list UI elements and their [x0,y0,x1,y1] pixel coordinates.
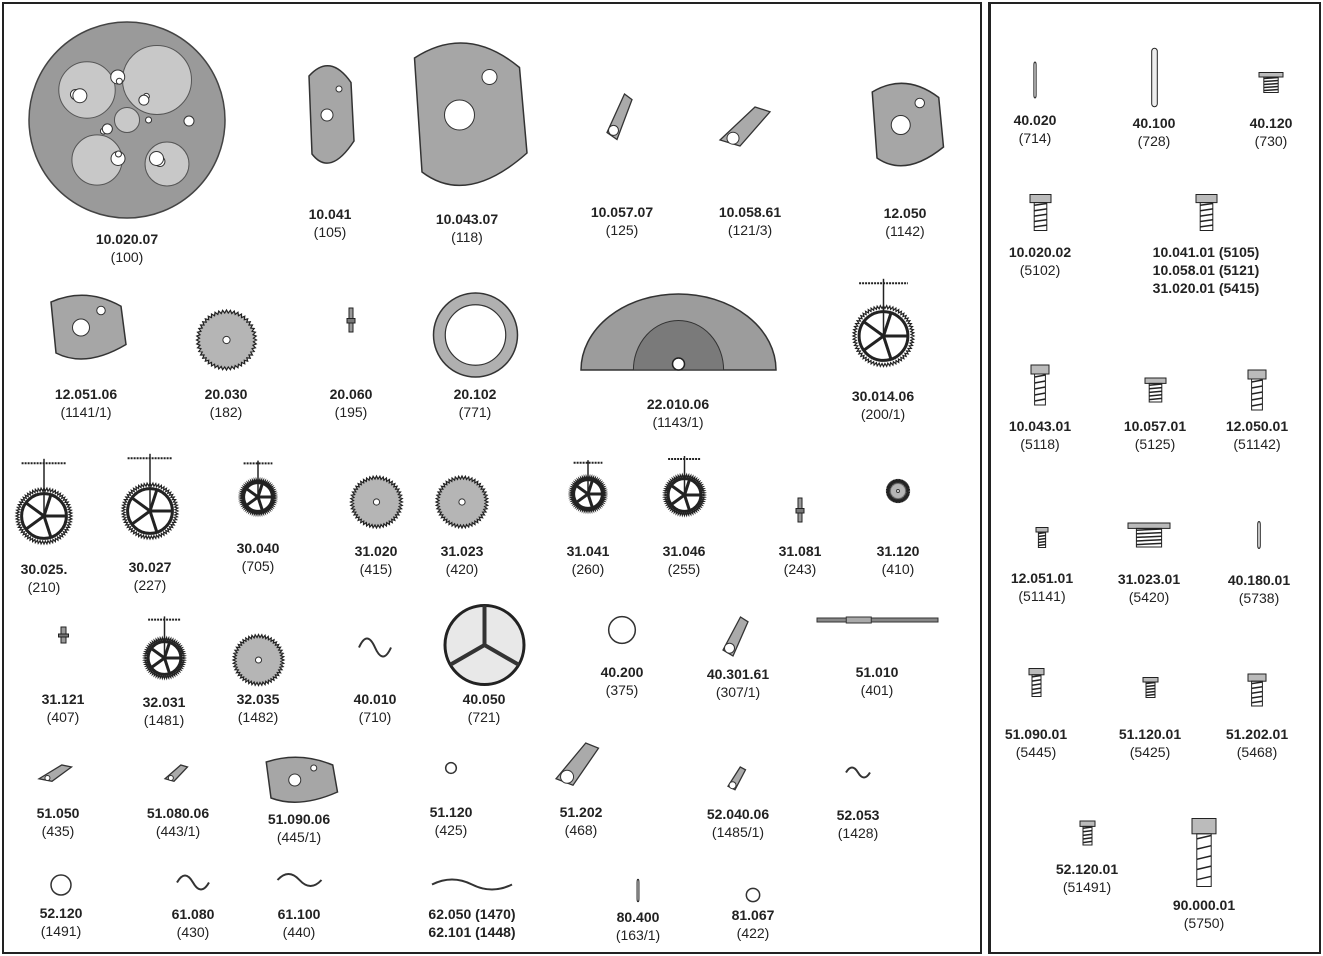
part-illustration [442,600,527,690]
part-number: 20.030 [204,386,248,402]
part-number: 40.020 [1013,112,1057,128]
part-illustration [442,760,460,776]
reference-number: (260) [571,561,605,577]
part-number: 31.023.01 [1117,571,1181,587]
part-number: 12.051.06 [54,386,118,402]
part-number: 81.067 [731,907,775,923]
part-number: 61.100 [277,906,321,922]
part-illustration [156,760,201,785]
part-number: 31.020 [354,543,398,559]
part-number: 30.027 [128,559,172,575]
part-illustration [539,730,624,795]
reference-number: (200/1) [860,406,906,422]
part-number: 80.400 [616,909,660,925]
screw-item [1189,520,1323,607]
part-illustration [142,610,187,690]
part-number: 40.120 [1249,115,1293,131]
part-illustration [173,865,213,900]
reference-number: (422) [736,925,770,941]
screw-item [970,190,1110,279]
part-item [392,460,532,578]
reference-number: (195) [334,404,368,420]
screw-illustration [1137,45,1172,110]
reference-number: (5468) [1236,744,1278,760]
part-number: 10.020.02 [1008,244,1072,260]
part-number: 51.090.06 [267,811,331,827]
part-item [788,760,928,842]
part-number: 30.025. [20,561,68,577]
part-number: 12.050.01 [1225,418,1289,434]
part-illustration [843,760,873,785]
part-number: 10.043.07 [435,211,499,227]
screw-illustration [1242,365,1272,415]
part-illustration [713,605,763,665]
screw-illustration [1242,670,1272,710]
part-illustration [231,615,286,690]
screw-illustration [1024,665,1049,700]
part-number: 40.180.01 [1227,572,1291,588]
part-number: 51.090.01 [1004,726,1068,742]
reference-number: (1485/1) [711,824,765,840]
part-item [668,605,808,701]
screw-illustration [1114,520,1184,550]
reference-number: (705) [241,558,275,574]
part-illustration [743,885,763,905]
part-number: 51.010 [855,664,899,680]
part-number: 32.035 [236,691,280,707]
screw-illustration [1138,675,1163,700]
part-number: 52.053 [836,807,880,823]
reference-number: (443/1) [155,823,201,839]
part-illustration [51,625,76,645]
part-number: 10.057.01 [1123,418,1187,434]
part-illustration [815,610,940,630]
part-number: 10.041.01 (5105) [1152,244,1260,260]
part-number: 40.100 [1132,115,1176,131]
part-number: 20.102 [453,386,497,402]
part-number: 10.058.61 [718,204,782,220]
reference-number: (771) [458,404,492,420]
reference-number: (1143/1) [652,414,704,430]
screw-item [1187,365,1323,453]
part-number: 51.080.06 [146,805,210,821]
reference-number: (435) [41,823,75,839]
part-illustration [179,292,274,372]
part-item [807,610,947,699]
part-illustration [36,285,136,370]
reference-number: (121/3) [727,222,773,238]
part-illustration [120,445,180,555]
part-item [668,760,808,841]
part-number: 20.060 [329,386,373,402]
part-illustration [851,270,916,380]
part-number: 51.202 [559,804,603,820]
screw-illustration [1184,810,1224,895]
part-number: 31.041 [566,543,610,559]
reference-number: (410) [881,561,915,577]
reference-number: (407) [46,709,80,725]
part-illustration [790,495,810,525]
screw-illustration [1189,190,1224,235]
screw-item [1201,70,1323,150]
part-item [0,870,131,940]
part-number: 10.041 [308,206,352,222]
part-illustration [392,20,542,210]
reference-number: (163/1) [615,927,661,943]
part-item [392,20,542,246]
part-illustration [662,450,707,525]
part-number: 62.050 (1470) [428,906,516,922]
reference-number: (227) [133,577,167,593]
part-item [835,70,975,240]
reference-number: (100) [110,249,144,265]
part-number: 40.050 [462,691,506,707]
part-number: 31.081 [778,543,822,559]
part-number: 31.023 [440,543,484,559]
reference-number: (5738) [1238,590,1280,606]
part-number: 51.202.01 [1225,726,1289,742]
part-illustration [272,865,327,895]
part-item [16,285,156,421]
part-number: 31.046 [662,543,706,559]
reference-number: (1142) [885,223,925,239]
part-illustration [700,95,800,155]
part-illustration [632,878,644,903]
part-illustration [721,760,756,795]
reference-number: (425) [434,822,468,838]
part-item [229,750,369,846]
part-illustration [238,455,278,525]
part-illustration [883,470,913,505]
part-number: 30.014.06 [851,388,915,404]
reference-number: (118) [451,229,483,245]
part-number: 10.057.07 [590,204,654,220]
reference-number: (375) [605,682,639,698]
reference-number: (714) [1018,130,1052,146]
reference-number: (210) [27,579,61,595]
screw-illustration [1023,190,1058,235]
part-item [576,288,781,431]
part-illustration [355,625,395,670]
part-number: 52.120 [39,905,83,921]
part-item [402,872,542,941]
part-item [552,80,692,239]
screw-illustration [1251,70,1291,95]
part-illustration [300,50,360,180]
reference-number: (728) [1137,133,1171,149]
part-illustration [46,870,76,900]
reference-number: (721) [467,709,501,725]
reference-number: (105) [313,224,347,240]
reference-number: (1428) [837,825,879,841]
part-illustration [428,290,523,380]
part-number: 52.120.01 [1055,861,1119,877]
reference-number: (430) [176,924,210,940]
part-illustration [597,80,647,150]
screw-item [1136,190,1276,297]
reference-number: (401) [860,682,894,698]
part-number: 90.000.01 [1172,897,1236,913]
reference-number: (415) [359,561,393,577]
reference-number: (1481) [143,712,185,728]
part-item [511,730,651,839]
part-number: 61.080 [171,906,215,922]
part-number: 31.121 [41,691,85,707]
reference-number: (243) [783,561,817,577]
part-item [680,95,820,239]
reference-number: (5445) [1015,744,1057,760]
reference-number: (51142) [1233,436,1281,452]
part-illustration [858,70,953,180]
part-illustration [26,760,91,785]
reference-number: (5125) [1134,436,1176,452]
reference-number: (5420) [1128,589,1170,605]
reference-number: (1491) [40,923,82,939]
part-item [381,760,521,839]
reference-number: (710) [358,709,392,725]
part-illustration [422,872,522,897]
part-illustration [14,450,74,560]
part-item [260,50,400,241]
reference-number: (5102) [1019,262,1061,278]
reference-number: (5425) [1129,744,1171,760]
reference-number: (5750) [1183,915,1225,931]
reference-number: (420) [445,561,479,577]
part-number: 10.058.01 (5121) [1152,262,1260,278]
reference-number: (730) [1254,133,1288,149]
part-illustration [602,610,642,650]
reference-number: (125) [605,222,639,238]
part-number: 22.010.06 [646,396,710,412]
part-number: 40.200 [600,664,644,680]
part-item [813,270,953,423]
reference-number: (445/1) [276,829,322,845]
part-item [27,20,227,266]
screw-item [1134,810,1274,932]
part-number: 10.043.01 [1008,418,1072,434]
reference-number: (182) [209,404,243,420]
screw-illustration [1075,818,1100,848]
part-item [156,292,296,421]
screw-illustration [1025,360,1055,410]
part-item [414,600,554,726]
part-number: 52.040.06 [706,806,770,822]
screw-illustration [1138,375,1173,405]
reference-number: (468) [564,822,598,838]
reference-number: (255) [667,561,701,577]
part-item [229,865,369,941]
reference-number: (1482) [237,709,279,725]
part-number: 51.120.01 [1118,726,1182,742]
part-number: 12.050 [883,205,927,221]
part-number: 10.020.07 [95,231,159,247]
part-illustration [432,460,492,530]
part-item [281,305,421,421]
screw-illustration [1028,60,1042,100]
reference-number: (51141) [1018,588,1066,604]
part-number: 40.010 [353,691,397,707]
part-illustration [27,20,227,220]
part-illustration [252,750,347,810]
screw-illustration [1251,520,1267,550]
part-item [405,290,545,421]
reference-number: (440) [282,924,316,940]
screw-illustration [1032,525,1052,550]
reference-number: (51491) [1062,879,1112,895]
part-number: 32.031 [142,694,186,710]
reference-number: (1141/1) [60,404,112,420]
part-number: 40.301.61 [706,666,770,682]
part-number: 30.040 [236,540,280,556]
part-number: 51.050 [36,805,80,821]
screw-item [1187,670,1323,761]
part-item [108,760,248,840]
part-item [828,470,968,578]
reference-number: (5118) [1020,436,1060,452]
part-number: 51.120 [429,804,473,820]
part-illustration [576,288,781,378]
reference-number: 62.101 (1448) [428,924,516,940]
reference-number: (307/1) [715,684,761,700]
part-number: 12.051.01 [1010,570,1074,586]
part-illustration [568,455,608,520]
part-illustration [341,305,361,335]
part-item [683,885,823,942]
part-number: 31.020.01 (5415) [1152,280,1260,296]
part-number: 31.120 [876,543,920,559]
